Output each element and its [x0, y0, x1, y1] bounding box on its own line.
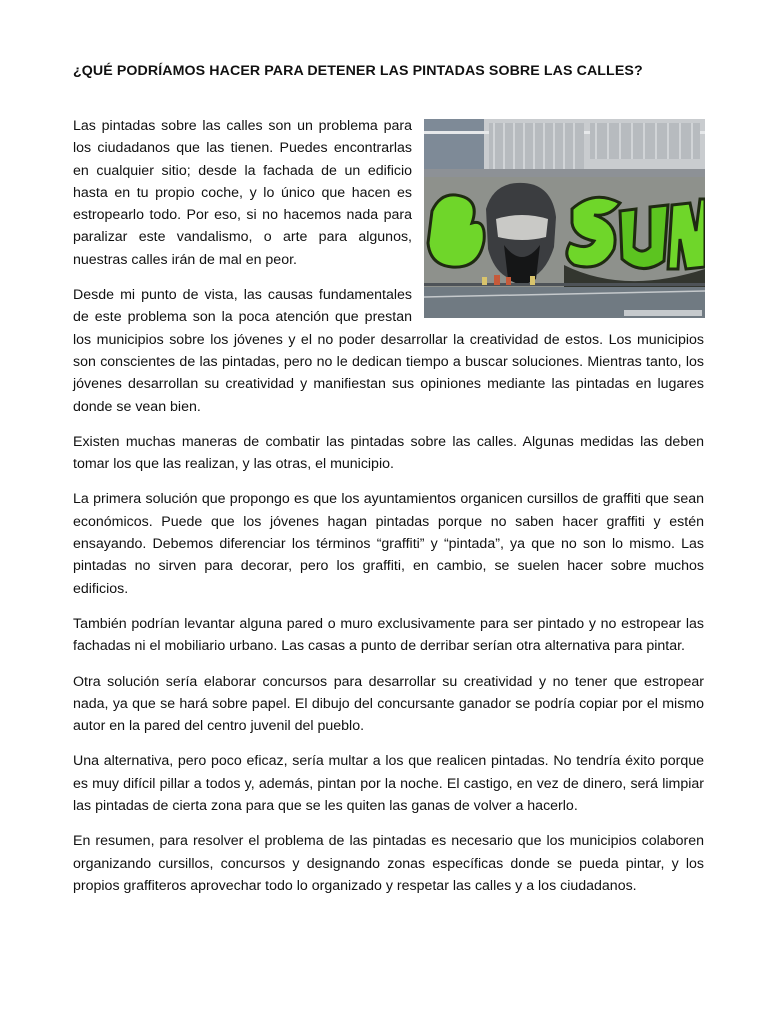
paragraph: Las pintadas sobre las calles son un problema para los ciudadanos que las tienen. Puedes encontrarlas en cualquier sitio; desde la fachada de un edificio hasta en tu propio coche, y lo único que hacen es estropearlo todo. Por eso, si no hacemos nada para paralizar este vandalismo, o arte para algunos, nuestras calles irán de mal en peor. [73, 118, 412, 268]
paragraph: También podrían levantar alguna pared o muro exclusivamente para ser pintado y no estropear las fachadas ni el mobiliario urbano. Las casas a punto de derribar serían otra alternativa para pintar. [73, 615, 704, 655]
paragraph: Existen muchas maneras de combatir las pintadas sobre las calles. Algunas medidas las deben tomar los que las realizan, y las otras, el municipio. [73, 433, 704, 473]
paragraph: Desde mi punto de vista, las causas fundamentales de este problema son la poca atención que prestan los municipios sobre los jóvenes y el no poder desarrollar la creatividad de estos. Los municipios son conscientes de las pintadas, pero no le dedican tiempo a buscar soluciones. Mientras tanto, los jóvenes desarrollan su creatividad y manifiestan sus opiniones mediante las pintadas en lugares donde se vean bien. [73, 287, 704, 415]
paragraph: La primera solución que propongo es que los ayuntamientos organicen cursillos de graffiti que sean económicos. Puede que los jóvenes hagan pintadas porque no saben hacer graffiti y estén ensayando. Debemos diferenciar los términos “graffiti” y “pintada”, ya que no son lo mismo. Las pintadas no sirven para decorar, pero los graffiti, en cambio, se suelen hacer sobre muchos edificios. [73, 491, 704, 597]
document-body [73, 115, 704, 910]
paragraph: Una alternativa, pero poco eficaz, sería multar a los que realicen pintadas. No tendría éxito porque es muy difícil pillar a todos y, además, pintan por la noche. El castigo, en vez de dinero, será limpiar las pintadas de cierta zona para que se les quiten las ganas de volver a hacerlo. [73, 753, 704, 815]
paragraph: En resumen, para resolver el problema de las pintadas es necesario que los municipios colaboren organizando cursillos, concursos y designando zonas específicas donde se pueda pintar, y los propios graffiteros aprovechar todo lo organizado y respetar las calles y a los ciudadanos. [73, 833, 704, 894]
paragraph: Otra solución sería elaborar concursos para desarrollar su creatividad y no tener que estropear nada, ya que se hará sobre papel. El dibujo del concursante ganador se podría copiar por el mismo autor en la pared del centro juvenil del pueblo. [73, 673, 704, 735]
graffiti-photo [424, 119, 705, 318]
document-title: ¿QUÉ PODRÍAMOS HACER PARA DETENER LAS PINTADAS SOBRE LAS CALLES? [73, 63, 643, 79]
